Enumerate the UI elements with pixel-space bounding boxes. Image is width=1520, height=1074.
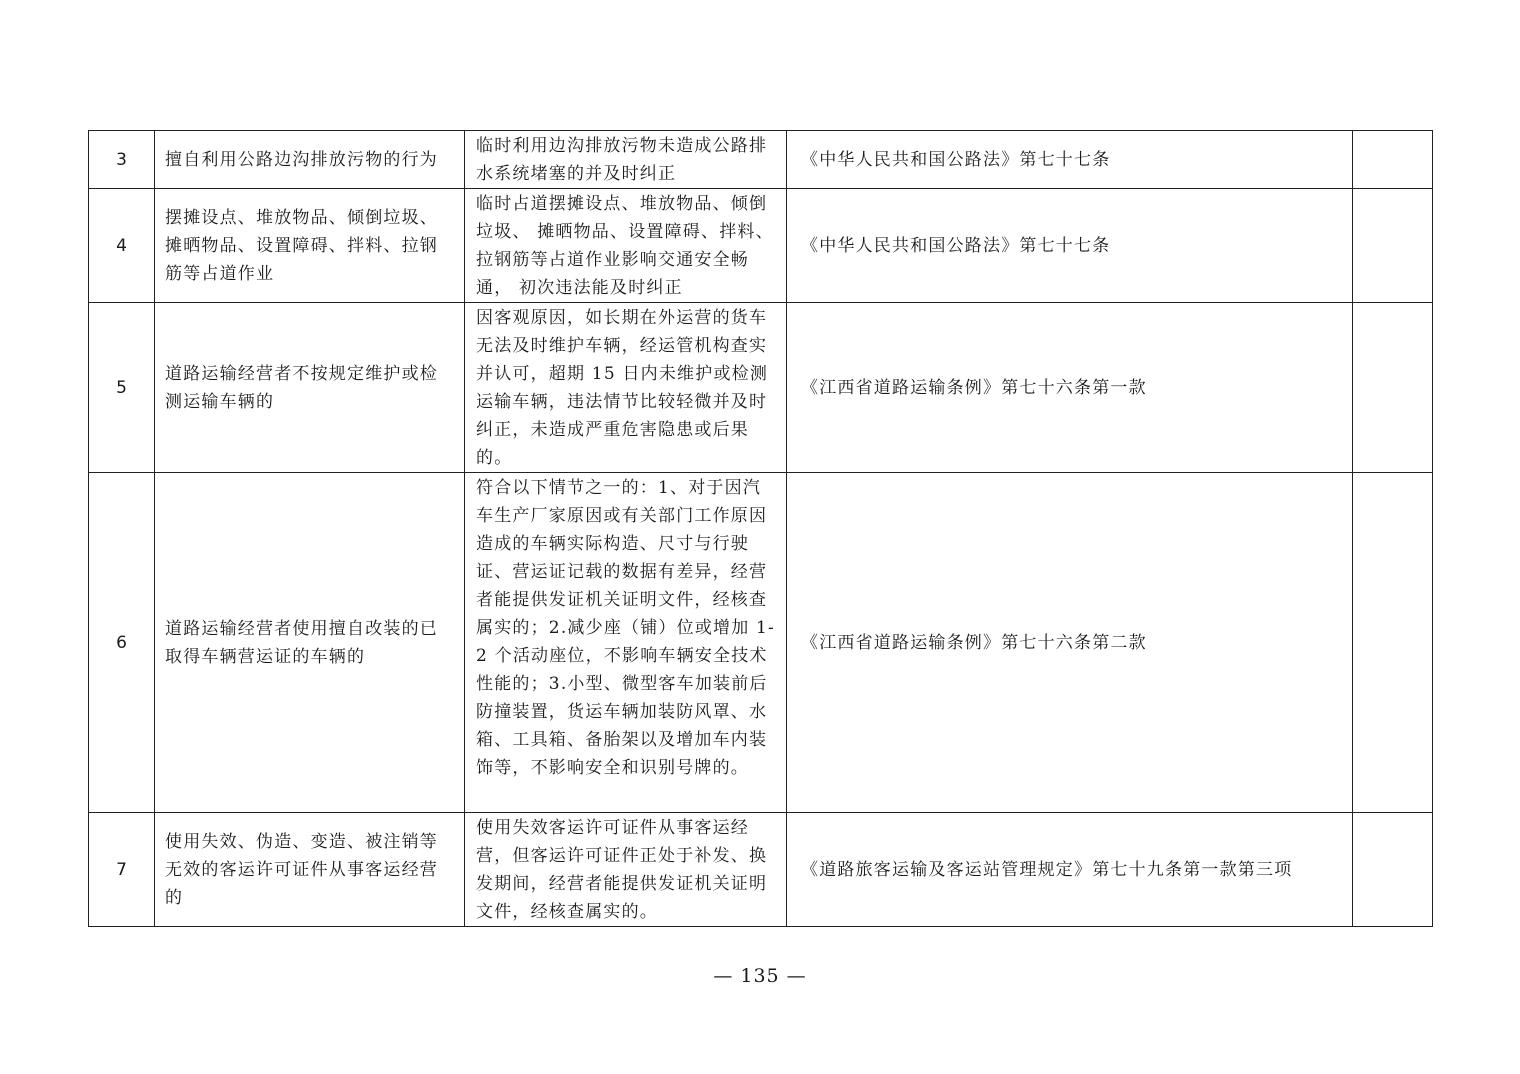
row-number: 4 <box>89 189 155 303</box>
violation-behavior: 使用失效、伪造、变造、被注销等无效的客运许可证件从事客运经营的 <box>155 813 465 927</box>
row-number: 7 <box>89 813 155 927</box>
legal-basis: 《江西省道路运输条例》第七十六条第二款 <box>787 473 1353 813</box>
legal-basis: 《中华人民共和国公路法》第七十七条 <box>787 131 1353 189</box>
exemption-condition: 因客观原因，如长期在外运营的货车无法及时维护车辆，经运管机构查实并认可，超期 15 日内未维护或检测运输车辆，违法情节比较轻微并及时纠正，未造成严重危害隐患或后果的。 <box>465 303 787 473</box>
table-row <box>89 189 1433 303</box>
remarks-cell <box>1353 131 1433 189</box>
remarks-cell <box>1353 473 1433 813</box>
row-number: 3 <box>89 131 155 189</box>
page-number: — 135 — <box>713 965 807 987</box>
legal-basis: 《中华人民共和国公路法》第七十七条 <box>787 189 1353 303</box>
regulation-table <box>88 130 1433 927</box>
legal-basis: 《江西省道路运输条例》第七十六条第一款 <box>787 303 1353 473</box>
exemption-condition: 临时占道摆摊设点、堆放物品、倾倒垃圾、 摊晒物品、设置障碍、拌料、 拉钢筋等占道作业影响交通安全畅通， 初次违法能及时纠正 <box>465 189 787 303</box>
table-row <box>89 131 1433 189</box>
exemption-condition: 使用失效客运许可证件从事客运经营，但客运许可证件正处于补发、换发期间，经营者能提供发证机关证明文件，经核查属实的。 <box>465 813 787 927</box>
table-row <box>89 813 1433 927</box>
violation-behavior: 道路运输经营者不按规定维护或检测运输车辆的 <box>155 303 465 473</box>
violation-behavior: 道路运输经营者使用擅自改装的已取得车辆营运证的车辆的 <box>155 473 465 813</box>
row-number: 6 <box>89 473 155 813</box>
remarks-cell <box>1353 303 1433 473</box>
legal-basis: 《道路旅客运输及客运站管理规定》第七十九条第一款第三项 <box>787 813 1353 927</box>
remarks-cell <box>1353 189 1433 303</box>
exemption-condition: 符合以下情节之一的：1、对于因汽车生产厂家原因或有关部门工作原因造成的车辆实际构造、尺寸与行驶证、营运证记载的数据有差异，经营者能提供发证机关证明文件，经核查属实的；2.减少座（铺）位或增加 1-2 个活动座位，不影响车辆安全技术性能的；3.小型、微型客车加装前后防撞装置，货运车辆加装防风罩、水箱、工具箱、备胎架以及增加车内装饰等，不影响安全和识别号牌的。 <box>465 473 787 813</box>
violation-behavior: 摆摊设点、堆放物品、倾倒垃圾、摊晒物品、设置障碍、拌料、拉钢筋等占道作业 <box>155 189 465 303</box>
exemption-condition: 临时利用边沟排放污物未造成公路排水系统堵塞的并及时纠正 <box>465 131 787 189</box>
violation-behavior: 擅自利用公路边沟排放污物的行为 <box>155 131 465 189</box>
table-row <box>89 473 1433 813</box>
table-row <box>89 303 1433 473</box>
row-number: 5 <box>89 303 155 473</box>
remarks-cell <box>1353 813 1433 927</box>
